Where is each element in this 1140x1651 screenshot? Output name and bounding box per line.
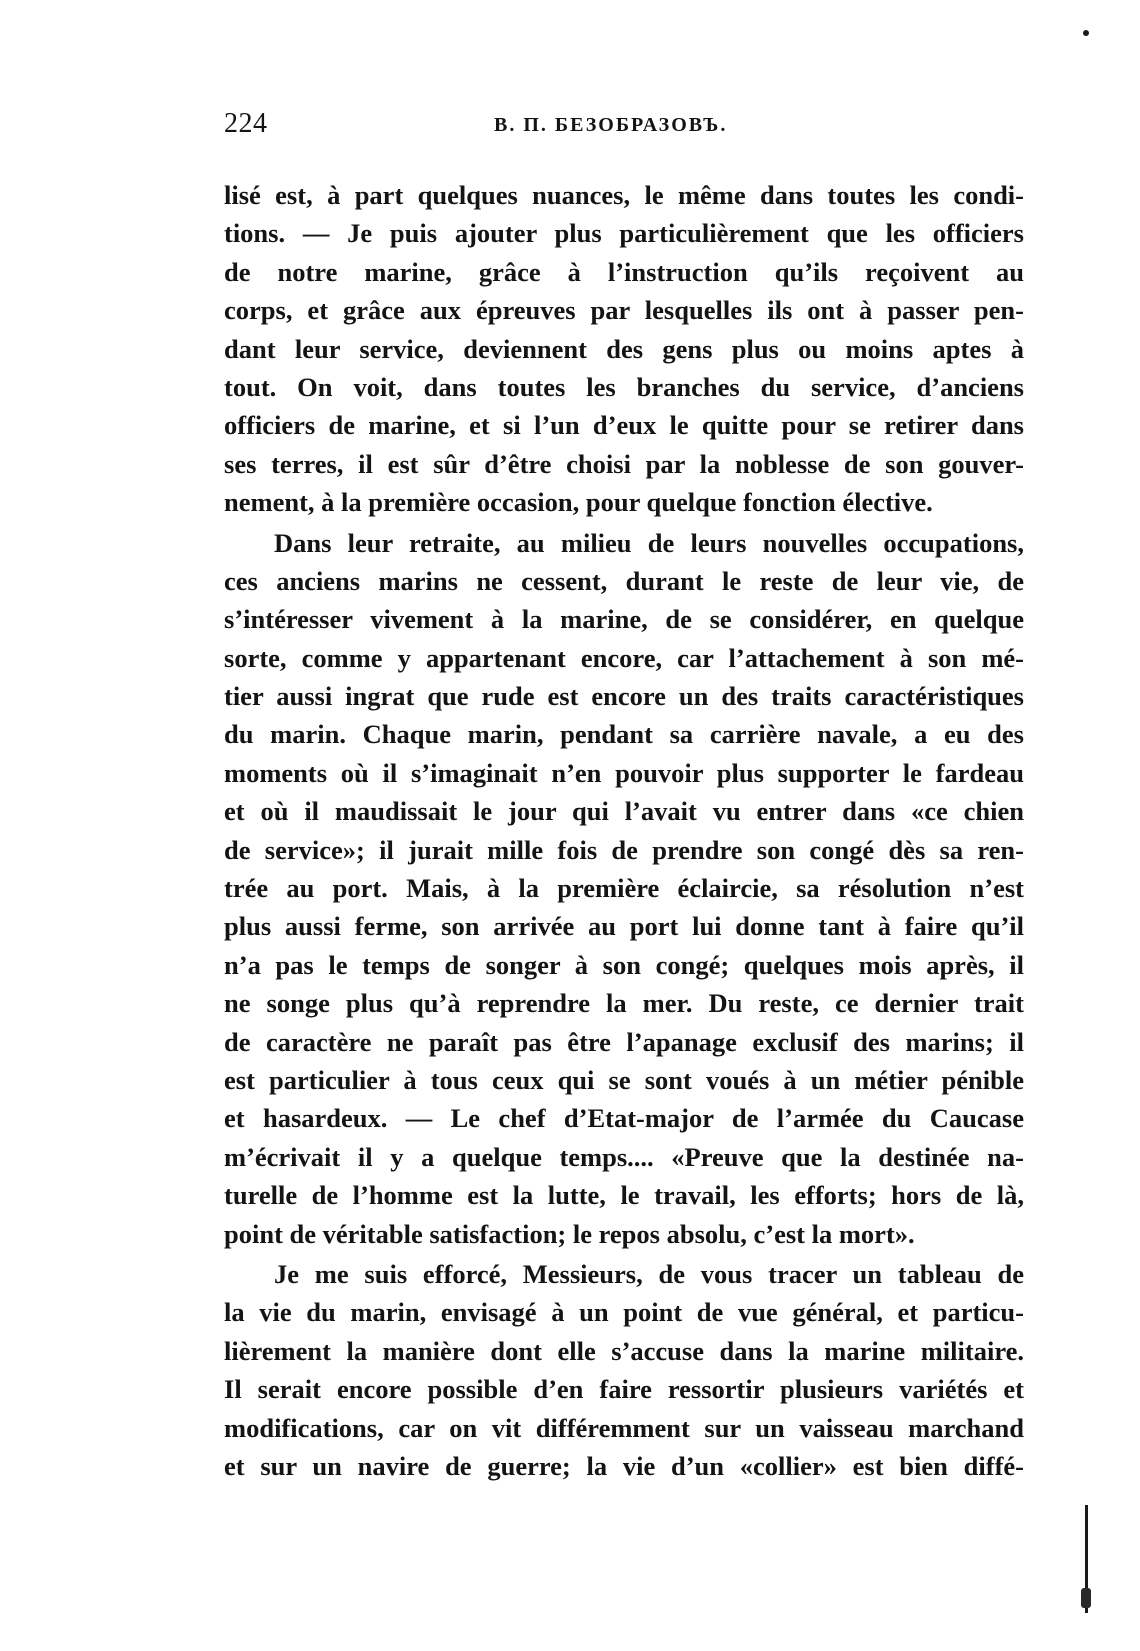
text-line: trée au port. Mais, à la première éclaircie, sa résolution n’est <box>224 873 1024 904</box>
text-line: dant leur service, deviennent des gens plus ou moins aptes à <box>224 333 1024 364</box>
text-line: ne songe plus qu’à reprendre la mer. Du reste, ce dernier trait <box>224 988 1024 1019</box>
text-line: lisé est, à part quelques nuances, le même dans toutes les condi- <box>224 180 1024 210</box>
text-line: de service»; il jurait mille fois de prendre son congé dès sa ren- <box>224 834 1024 865</box>
paragraph <box>224 176 1024 522</box>
body-text <box>224 176 1024 1485</box>
text-line: du marin. Chaque marin, pendant sa carrière navale, a eu des <box>224 719 1024 750</box>
text-line: turelle de l’homme est la lutte, le travail, les efforts; hors de là, <box>224 1180 1024 1211</box>
text-line: de notre marine, grâce à l’instruction qu’ils reçoivent au <box>224 256 1024 287</box>
text-line: la vie du marin, envisagé à un point de vue général, et particu- <box>224 1297 1024 1328</box>
text-line: lièrement la manière dont elle s’accuse dans la marine militaire. <box>224 1335 1024 1366</box>
text-line: est particulier à tous ceux qui se sont voués à un métier pénible <box>224 1064 1024 1095</box>
text-line: nement, à la première occasion, pour quelque fonction élective. <box>224 487 933 518</box>
text-line: et où il maudissait le jour qui l’avait vu entrer dans «ce chien <box>224 796 1024 827</box>
paragraph <box>224 524 1024 1253</box>
text-line: Il serait encore possible d’en faire ressortir plusieurs variétés et <box>224 1374 1024 1405</box>
paragraph <box>224 1255 1024 1485</box>
text-line: tions. — Je puis ajouter plus particulièrement que les officiers <box>224 218 1024 249</box>
text-line: sorte, comme y appartenant encore, car l’attachement à son mé- <box>224 642 1024 673</box>
running-head: В. П. БЕЗОБРАЗОВЪ. <box>494 114 728 136</box>
text-line: de caractère ne paraît pas être l’apanage exclusif des marins; il <box>224 1026 1024 1057</box>
page-header <box>224 108 1024 148</box>
text-line: plus aussi ferme, son arrivée au port lui donne tant à faire qu’il <box>224 911 1024 942</box>
scan-speck <box>1083 30 1089 36</box>
text-line: n’a pas le temps de songer à son congé; quelques mois après, il <box>224 949 1024 980</box>
text-line: ses terres, il est sûr d’être choisi par la noblesse de son gouver- <box>224 448 1024 479</box>
text-line: s’intéresser vivement à la marine, de se considérer, en quelque <box>224 604 1024 635</box>
text-line: m’écrivait il y a quelque temps.... «Preuve que la destinée na- <box>224 1141 1024 1172</box>
text-line: ces anciens marins ne cessent, durant le reste de leur vie, de <box>224 565 1024 596</box>
text-line: officiers de marine, et si l’un d’eux le quitte pour se retirer dans <box>224 410 1024 441</box>
text-line: tier aussi ingrat que rude est encore un des traits caractéristiques <box>224 681 1024 712</box>
text-line: Dans leur retraite, au milieu de leurs nouvelles occupations, <box>274 527 1024 558</box>
text-line: Je me suis efforcé, Messieurs, de vous tracer un tableau de <box>274 1258 1024 1289</box>
page-edge-blot <box>1081 1588 1091 1608</box>
text-line: moments où il s’imaginait n’en pouvoir plus supporter le fardeau <box>224 757 1024 788</box>
text-line: tout. On voit, dans toutes les branches du service, d’anciens <box>224 371 1024 402</box>
text-line: modifications, car on vit différemment sur un vaisseau marchand <box>224 1412 1024 1443</box>
page-number: 224 <box>224 108 268 139</box>
text-line: corps, et grâce aux épreuves par lesquelles ils ont à passer pen- <box>224 295 1024 326</box>
text-line: et sur un navire de guerre; la vie d’un «collier» est bien diffé- <box>224 1450 1024 1481</box>
text-line: et hasardeux. — Le chef d’Etat-major de l’armée du Caucase <box>224 1103 1024 1134</box>
text-line: point de véritable satisfaction; le repos absolu, c’est la mort». <box>224 1218 915 1249</box>
